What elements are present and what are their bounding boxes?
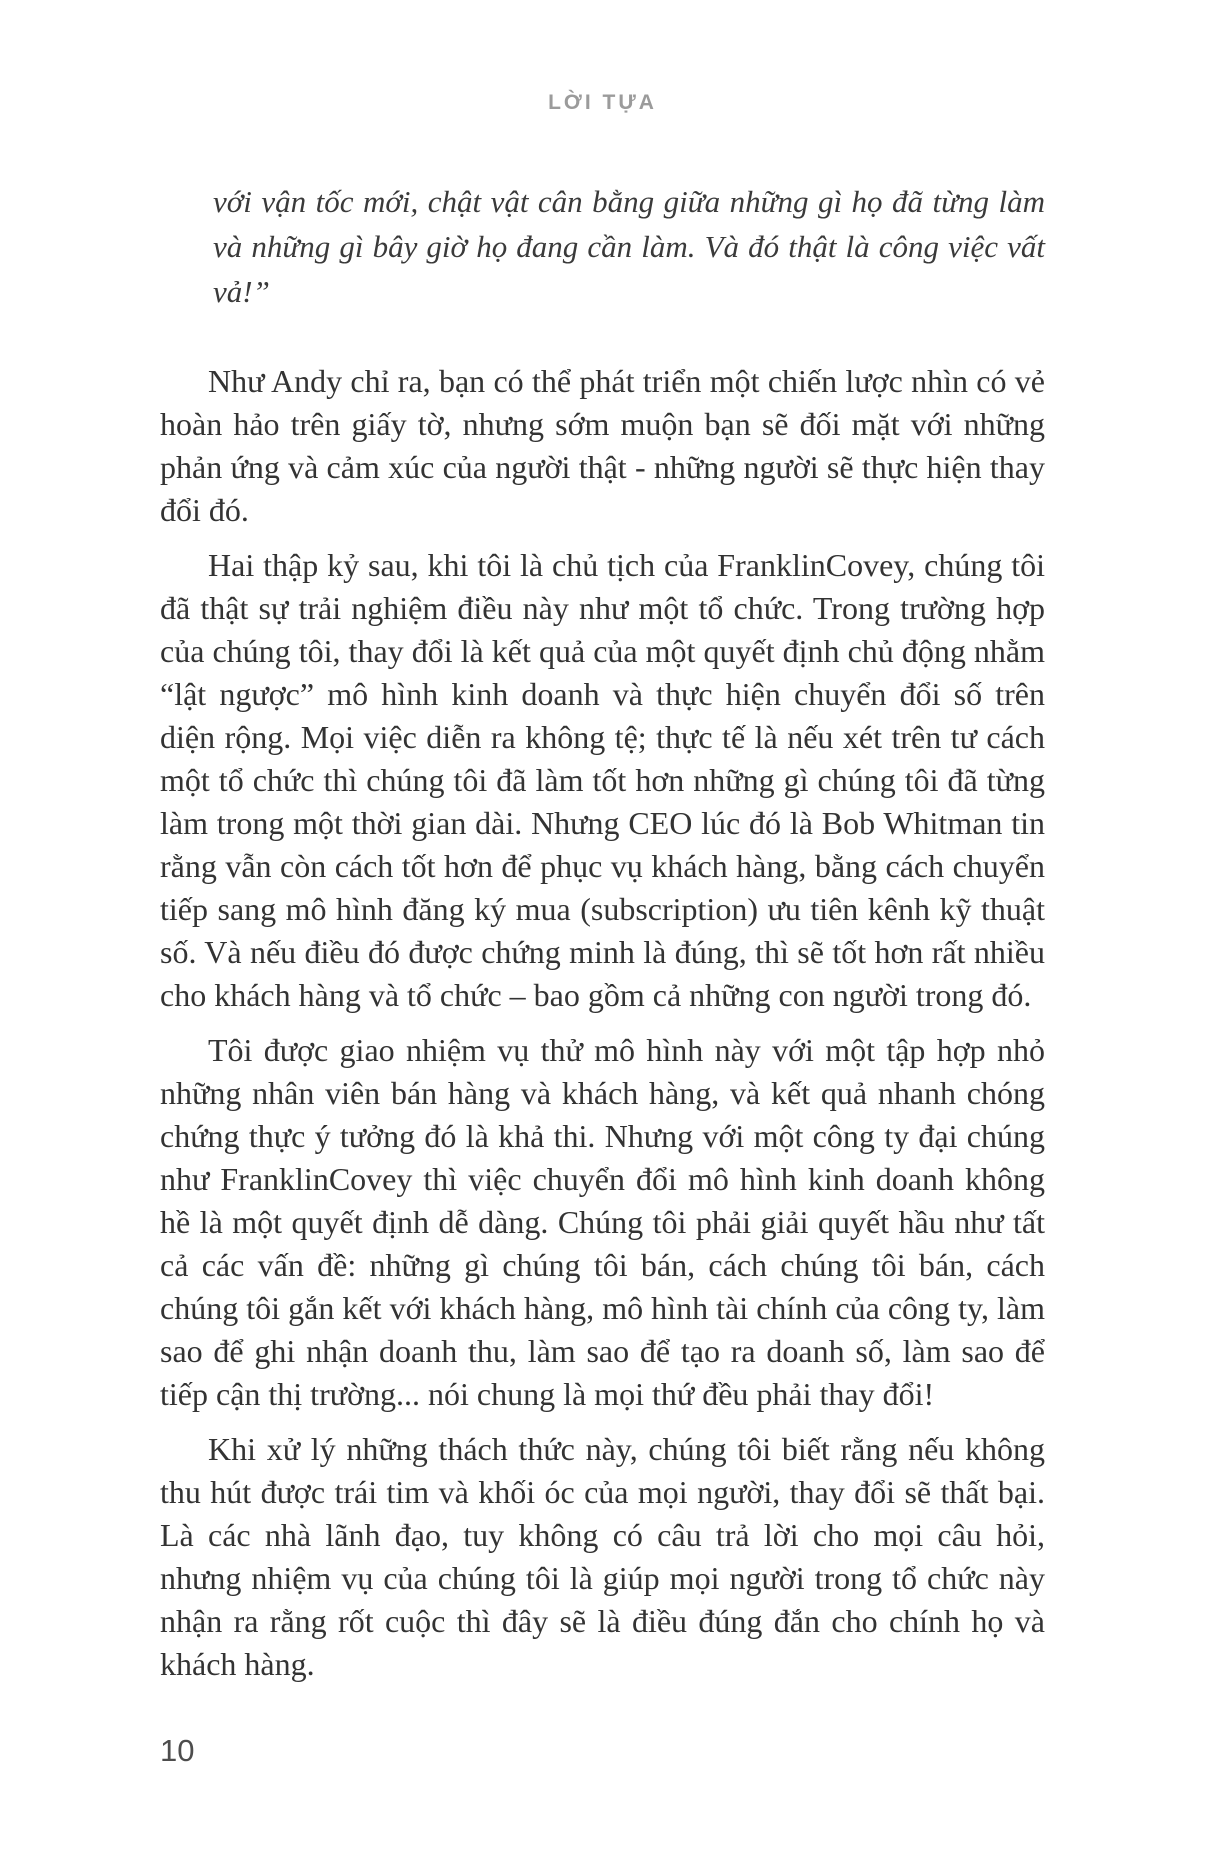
page-header: LỜI TỰA: [548, 91, 657, 114]
paragraph-1: Như Andy chỉ ra, bạn có thể phát triển một chiến lược nhìn có vẻ hoàn hảo trên giấy tờ, nhưng sớm muộn bạn sẽ đối mặt với những phản ứng và cảm xúc của người thật - những người sẽ thực hiện thay đổi đó.: [160, 363, 1045, 528]
page-number: 10: [160, 1733, 195, 1768]
paragraph-4: Khi xử lý những thách thức này, chúng tôi biết rằng nếu không thu hút được trái tim và khối óc của mọi người, thay đổi sẽ thất bại. Là các nhà lãnh đạo, tuy không có câu trả lời cho mọi câu hỏi, nhưng nhiệm vụ của chúng tôi là giúp mọi người trong tổ chức này nhận ra rằng rốt cuộc thì đây sẽ là điều đúng đắn cho chính họ và khách hàng.: [160, 1431, 1045, 1682]
opening-quote: với vận tốc mới, chật vật cân bằng giữa những gì họ đã từng làm và những gì bây giờ họ đang cần làm. Và đó thật là công việc vất vả!”: [213, 184, 1045, 309]
paragraph-3: Tôi được giao nhiệm vụ thử mô hình này với một tập hợp nhỏ những nhân viên bán hàng và khách hàng, và kết quả nhanh chóng chứng thực ý tưởng đó là khả thi. Nhưng với một công ty đại chúng như FranklinCovey thì việc chuyển đổi mô hình kinh doanh không hề là một quyết định dễ dàng. Chúng tôi phải giải quyết hầu như tất cả các vấn đề: những gì chúng tôi bán, cách chúng tôi bán, cách chúng tôi gắn kết với khách hàng, mô hình tài chính của công ty, làm sao để ghi nhận doanh thu, làm sao để tạo ra doanh số, làm sao để tiếp cận thị trường... nói chung là mọi thứ đều phải thay đổi!: [160, 1032, 1045, 1412]
paragraph-2: Hai thập kỷ sau, khi tôi là chủ tịch của FranklinCovey, chúng tôi đã thật sự trải nghiệm điều này như một tổ chức. Trong trường hợp của chúng tôi, thay đổi là kết quả của một quyết định chủ động nhằm “lật ngược” mô hình kinh doanh và thực hiện chuyển đổi số trên diện rộng. Mọi việc diễn ra không tệ; thực tế là nếu xét trên tư cách một tổ chức thì chúng tôi đã làm tốt hơn những gì chúng tôi đã từng làm trong một thời gian dài. Nhưng CEO lúc đó là Bob Whitman tin rằng vẫn còn cách tốt hơn để phục vụ khách hàng, bằng cách chuyển tiếp sang mô hình đăng ký mua (subscription) ưu tiên kênh kỹ thuật số. Và nếu điều đó được chứng minh là đúng, thì sẽ tốt hơn rất nhiều cho khách hàng và tổ chức – bao gồm cả những con người trong đó.: [160, 547, 1045, 1013]
